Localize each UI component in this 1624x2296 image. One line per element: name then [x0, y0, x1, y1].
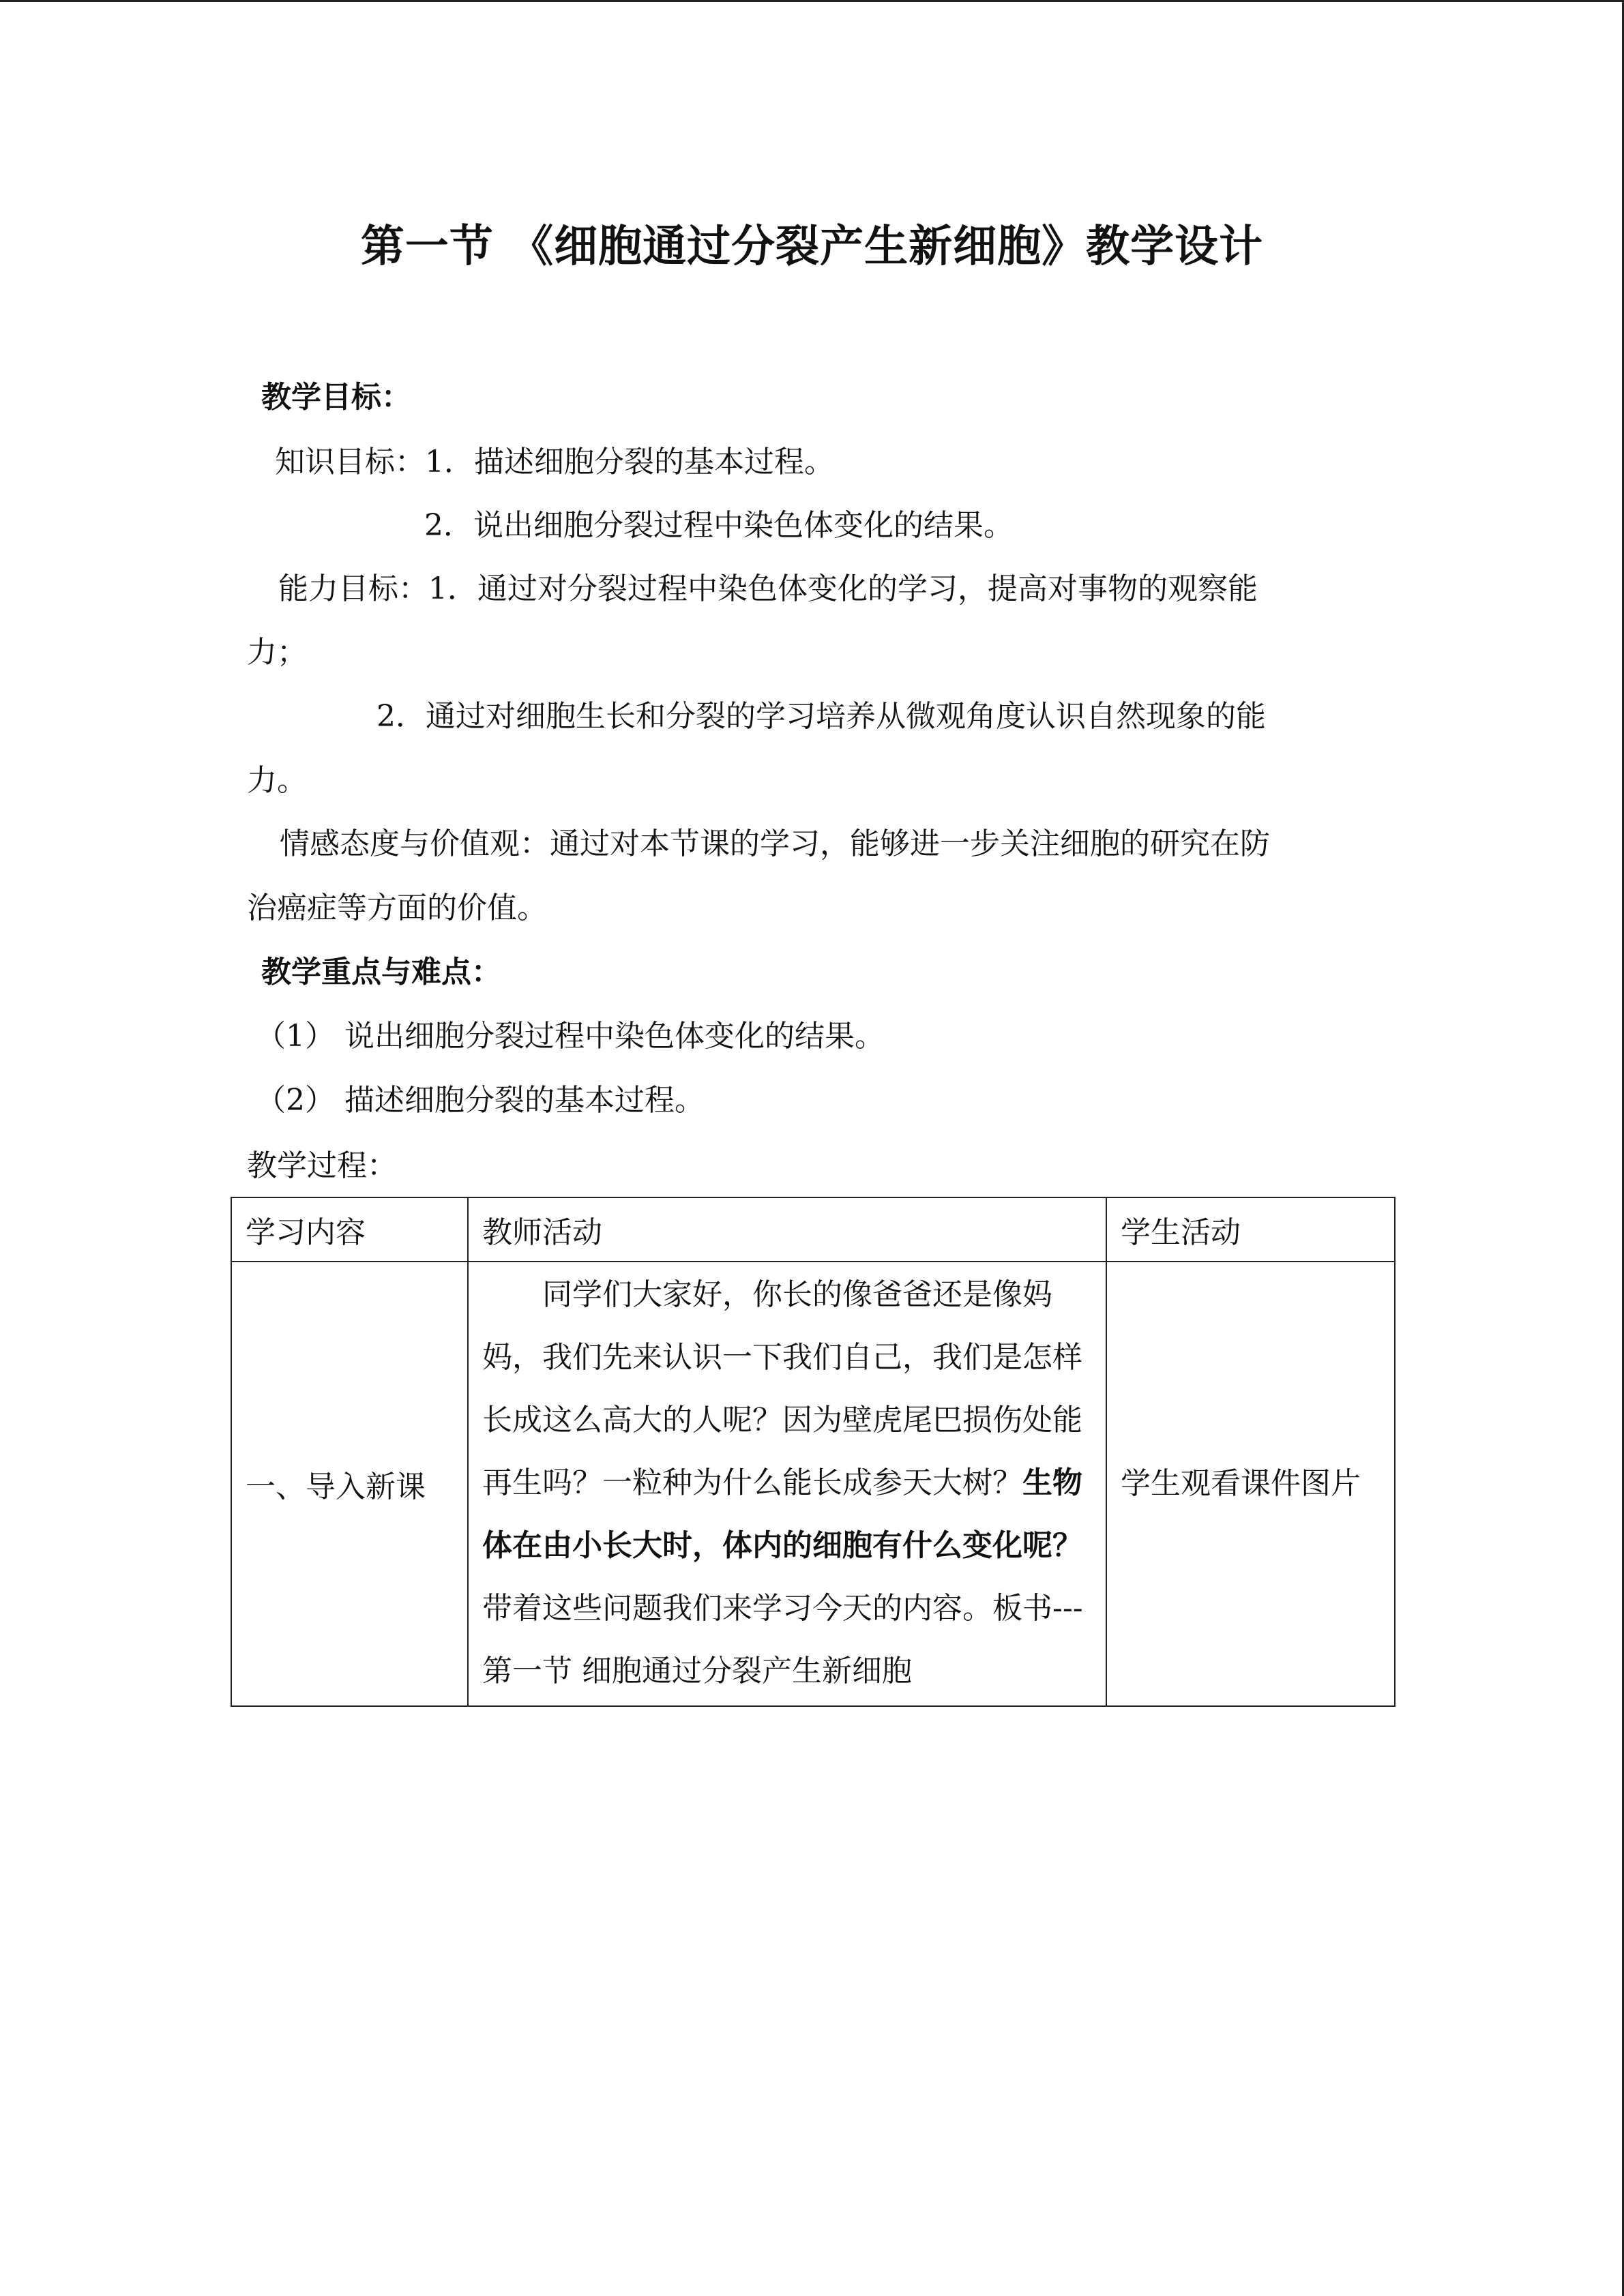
emotion-objective-cont: 治癌症等方面的价值。	[247, 891, 547, 925]
table-header-row	[231, 1197, 1395, 1262]
column-header-student: 学生活动	[1106, 1197, 1395, 1262]
knowledge-objective-1: 知识目标：1．描述细胞分裂的基本过程。	[275, 445, 834, 479]
key-point-1: （1） 说出细胞分裂过程中染色体变化的结果。	[256, 1019, 885, 1054]
column-header-content: 学习内容	[231, 1197, 468, 1262]
column-header-teacher: 教师活动	[468, 1197, 1106, 1262]
table-row	[231, 1262, 1395, 1706]
student-activity-cell: 学生观看课件图片	[1106, 1262, 1395, 1706]
emotion-objective: 情感态度与价值观：通过对本节课的学习，能够进一步关注细胞的研究在防	[280, 826, 1270, 861]
ability-objective-1: 能力目标：1．通过对分裂过程中染色体变化的学习，提高对事物的观察能	[278, 571, 1258, 606]
teaching-process-table	[231, 1197, 1396, 1707]
objectives-heading: 教学目标：	[261, 380, 411, 415]
process-heading: 教学过程：	[247, 1148, 397, 1183]
knowledge-objective-2: 2．说出细胞分裂过程中染色体变化的结果。	[424, 508, 1014, 543]
teacher-activity-text	[482, 1264, 1092, 1703]
ability-objective-2-cont: 力。	[247, 763, 307, 798]
key-point-2: （2） 描述细胞分裂的基本过程。	[256, 1083, 705, 1118]
ability-objective-1-cont: 力；	[247, 635, 307, 670]
learning-content-cell: 一、导入新课	[231, 1262, 468, 1706]
teacher-activity-key-question: 生物体在由小长大时，体内的细胞有什么变化呢？	[482, 1465, 1082, 1563]
teacher-activity-intro: 同学们大家好，你长的像爸爸还是像妈妈，我们先来认识一下我们自己，我们是怎样长成这么高大的人呢？因为壁虎尾巴损伤处能再生吗？一粒种为什么能长成参天大树？	[482, 1277, 1082, 1500]
ability-objective-2: 2．通过对细胞生长和分裂的学习培养从微观角度认识自然现象的能	[377, 699, 1266, 734]
teacher-activity-cell	[468, 1262, 1106, 1706]
teacher-activity-outro: 带着这些问题我们来学习今天的内容。板书---第一节 细胞通过分裂产生新细胞	[482, 1591, 1083, 1688]
document-title: 第一节 《细胞通过分裂产生新细胞》教学设计	[360, 222, 1264, 272]
key-points-heading: 教学重点与难点：	[261, 955, 501, 989]
page-border-top	[0, 0, 1624, 2]
